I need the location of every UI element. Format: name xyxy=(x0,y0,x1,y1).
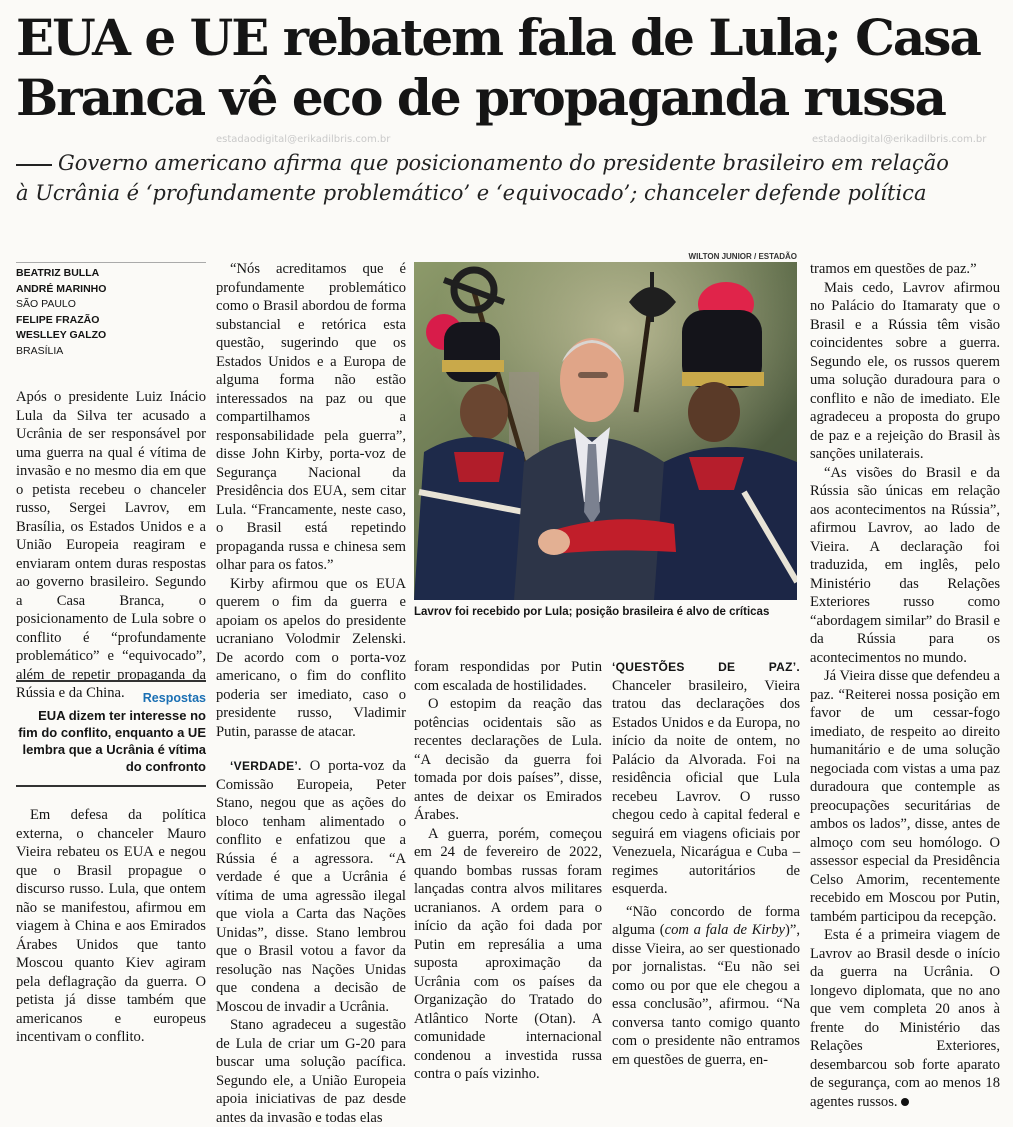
pull-quote-box xyxy=(16,680,206,787)
byline-author: FELIPE FRAZÃO xyxy=(16,313,100,326)
article-paragraph xyxy=(612,658,800,899)
pull-quote-label: Respostas xyxy=(142,691,206,705)
byline-location: SÃO PAULO xyxy=(16,298,76,310)
pull-quote-rule xyxy=(16,785,206,787)
end-of-article-icon xyxy=(901,1098,909,1106)
article-column-3 xyxy=(414,658,602,1084)
deck-line-1: Governo americano afirma que posicionamento do presidente brasileiro em relação xyxy=(58,151,949,175)
article-paragraph: tramos em questões de paz.” xyxy=(810,261,977,277)
byline-author: WESLLEY GALZO xyxy=(16,329,107,341)
article-column-2 xyxy=(216,260,406,1127)
article-paragraph: Stano agradeceu a sugestão de Lula de criar um G-20 para buscar uma solução pacífica. Segundo ele, a União Europeia apoia iniciativas de paz desde antes da invasão e todas elas xyxy=(216,1017,406,1126)
byline-author: ANDRÉ MARINHO xyxy=(16,282,107,295)
article-column-1-continued xyxy=(16,806,206,1047)
article-paragraph: Kirby afirmou que os EUA querem o fim da guerra e apoiam os apelos do presidente ucraniano Volodmir Zelenski. De acordo com o porta-voz americano, o fim do conflito poderia ser imediato, caso o presidente russo, Vladimir Putin, parasse de atacar. xyxy=(216,575,406,740)
article-column-1 xyxy=(16,388,206,703)
deck-line-2: à Ucrânia é ‘profundamente problemático’ e ‘equivocado’; chanceler defende política xyxy=(16,181,927,205)
photo-illustration xyxy=(414,262,797,600)
headline-line-1: EUA e UE rebatem fala de Lula; Casa xyxy=(16,8,980,67)
article-column-4 xyxy=(612,658,800,1069)
article-paragraph: Após o presidente Luiz Inácio Lula da Silva ter acusado a Ucrânia de ser responsável por uma guerra na qual é vítima de invasão e no mesmo dia em que o petista recebeu o chanceler russo, Sergei Lavrov, em Brasília, os Estados Unidos e a União Europeia reagiram e enviaram ontem duras respostas ao governo brasileiro. Segundo a Casa Branca, o posicionamento de Lula sobre o conflito é “profundamente problemático” e “equivocado”, além de repetir propaganda da Rússia e da China. xyxy=(16,389,206,701)
article-paragraph xyxy=(810,926,1000,1111)
byline-author: BEATRIZ BULLA xyxy=(16,267,100,279)
article-paragraph: Já Vieira disse que defendeu a paz. “Reiterei nossa posição em favor de um cessar-fogo imediato, de respeito ao direito humanitário e de uma solução negociada com vistas a uma paz duradoura que contemple as preocupações securitárias de ambos os lados”, disse, antes de almoço com seu homólogo. O assessor especial da Presidência Celso Amorim, recentemente recebido em Moscou por Putin, também participou da recepção. xyxy=(810,668,1000,925)
byline xyxy=(16,262,206,359)
article-paragraph: foram respondidas por Putin com escalada de hostilidades. xyxy=(414,659,602,694)
photo-credit: WILTON JUNIOR / ESTADÃO xyxy=(688,252,797,261)
article-text: Chanceler brasileiro, Vieira tratou das declarações dos Estados Unidos e da Europa, no início da noite de ontem, no Palácio da Alvorada. Foi na residência oficial que Lula recebeu Lavrov. O russo chegou cedo à capital federal e seguirá em viagens oficiais por Venezuela, Nicarágua e Cuba – regimes autoritários de esquerda. xyxy=(612,677,800,897)
article-paragraph: “Nós acreditamos que é profundamente problemático como o Brasil abordou de forma substancial e retórica esta questão, sugerindo que os Estados Unidos e a Europa de alguma forma não estão interessados na paz ou que compartilhamos a responsabilidade pela guerra”, disse John Kirby, porta-voz de Segurança Nacional da Presidência dos EUA, sem citar Lula. “Francamente, neste caso, o Brasil está repetindo propaganda russa e chinesa sem olhar para os fatos.” xyxy=(216,261,406,573)
deck-dash xyxy=(16,164,52,166)
headline xyxy=(16,8,1001,128)
article-text: Esta é a primeira viagem de Lavrov ao Brasil desde o início da guerra na Ucrânia. O longevo diplomata, que no ano que vem completa 20 anos à frente do Ministério das Relações Exteriores, desembarcou sob forte aparato de segurança, com ao menos 18 agentes russos. xyxy=(810,927,1000,1110)
deck xyxy=(16,148,1001,208)
article-paragraph: A guerra, porém, começou em 24 de fevereiro de 2022, quando bombas russas foram lançadas contra alvos militares ucranianos. A ordem para o início da ação foi dada por Putin em represália a uma suposta aproximação da Ucrânia com os países da Organização do Tratado do Atlântico Norte (Otan). A comunidade internacional condenou a investida russa contra o país vizinho. xyxy=(414,825,602,1082)
watermark-right: estadaodigital@erikadilbris.com.br xyxy=(812,134,987,145)
article-emphasis: com a fala de Kirby xyxy=(664,922,785,938)
news-photo xyxy=(414,262,797,600)
byline-location: BRASÍLIA xyxy=(16,344,64,357)
article-text: “Não concordo de forma alguma ( xyxy=(612,903,800,938)
photo-caption: Lavrov foi recebido por Lula; posição brasileira é alvo de críticas xyxy=(414,606,770,618)
article-paragraph: O estopim da reação das potências ocidentais são as recentes declarações de Lula. “A decisão da guerra foi tomada por dois países”, disse, antes de deixar os Emirados Árabes. xyxy=(414,696,602,823)
section-kicker: ‘VERDADE’. xyxy=(230,759,302,773)
byline-rule xyxy=(16,262,206,263)
pull-quote-text: EUA dizem ter interesse no fim do conflito, enquanto a UE lembra que a Ucrânia é vítima do confronto xyxy=(18,708,206,774)
article-paragraph: Em defesa da política externa, o chanceler Mauro Vieira rebateu os EUA e negou que o Brasil propague o discurso russo. Lula, que ontem não se manifestou, afirmou em viagem à China e aos Emirados Árabes Unidos que tanto Moscou quanto Kiev agiram pela deflagração da guerra. O petista já disse também que americanos e europeus incentivam o conflito. xyxy=(16,807,206,1045)
headline-line-2: Branca vê eco de propaganda russa xyxy=(16,68,945,127)
watermark-left: estadaodigital@erikadilbris.com.br xyxy=(216,134,391,145)
article-paragraph: “As visões do Brasil e da Rússia são únicas em relação aos acontecimentos na Rússia”, afirmou Lavrov, ao lado de Vieira. A declaração foi traduzida, em inglês, pelo Ministério das Relações Exteriores russo como “abordagem similar” do Brasil e da Rússia para os acontecimentos no mundo. xyxy=(810,464,1000,666)
section-kicker: ‘QUESTÕES DE PAZ’. xyxy=(612,660,800,674)
article-paragraph xyxy=(216,757,406,1016)
article-text: O porta-voz da Comissão Europeia, Peter Stano, negou que as ações do bloco tenham alimentado o conflito e enfatizou que a Rússia é a agressora. “A verdade é que a Ucrânia é vítima de uma agressão ilegal que viola a Carta das Nações Unidas”, disse. Stano lembrou que o Brasil votou a favor da resolução nas Nações Unidas que condena a decisão de Moscou de invadir a Ucrânia. xyxy=(216,758,406,1015)
article-paragraph: Mais cedo, Lavrov afirmou no Palácio do Itamaraty que o Brasil e a Rússia têm visão coincidentes sobre a guerra. Segundo ele, os russos querem uma solução duradoura para o conflito e não de imediato. Ele agradeceu a proposta do grupo de paz e a rejeição do Brasil às sanções unilaterais. xyxy=(810,279,1000,462)
article-column-5 xyxy=(810,260,1000,1111)
article-paragraph xyxy=(612,903,800,1070)
article-text: )”, disse Vieira, ao ser questionado por jornalistas. “Eu não sei como ou por que ele chegou a essa conclusão”, afirmou. “Na conversa tanto comigo quanto com o presidente não entramos em questões de guerra, en- xyxy=(612,922,800,1068)
